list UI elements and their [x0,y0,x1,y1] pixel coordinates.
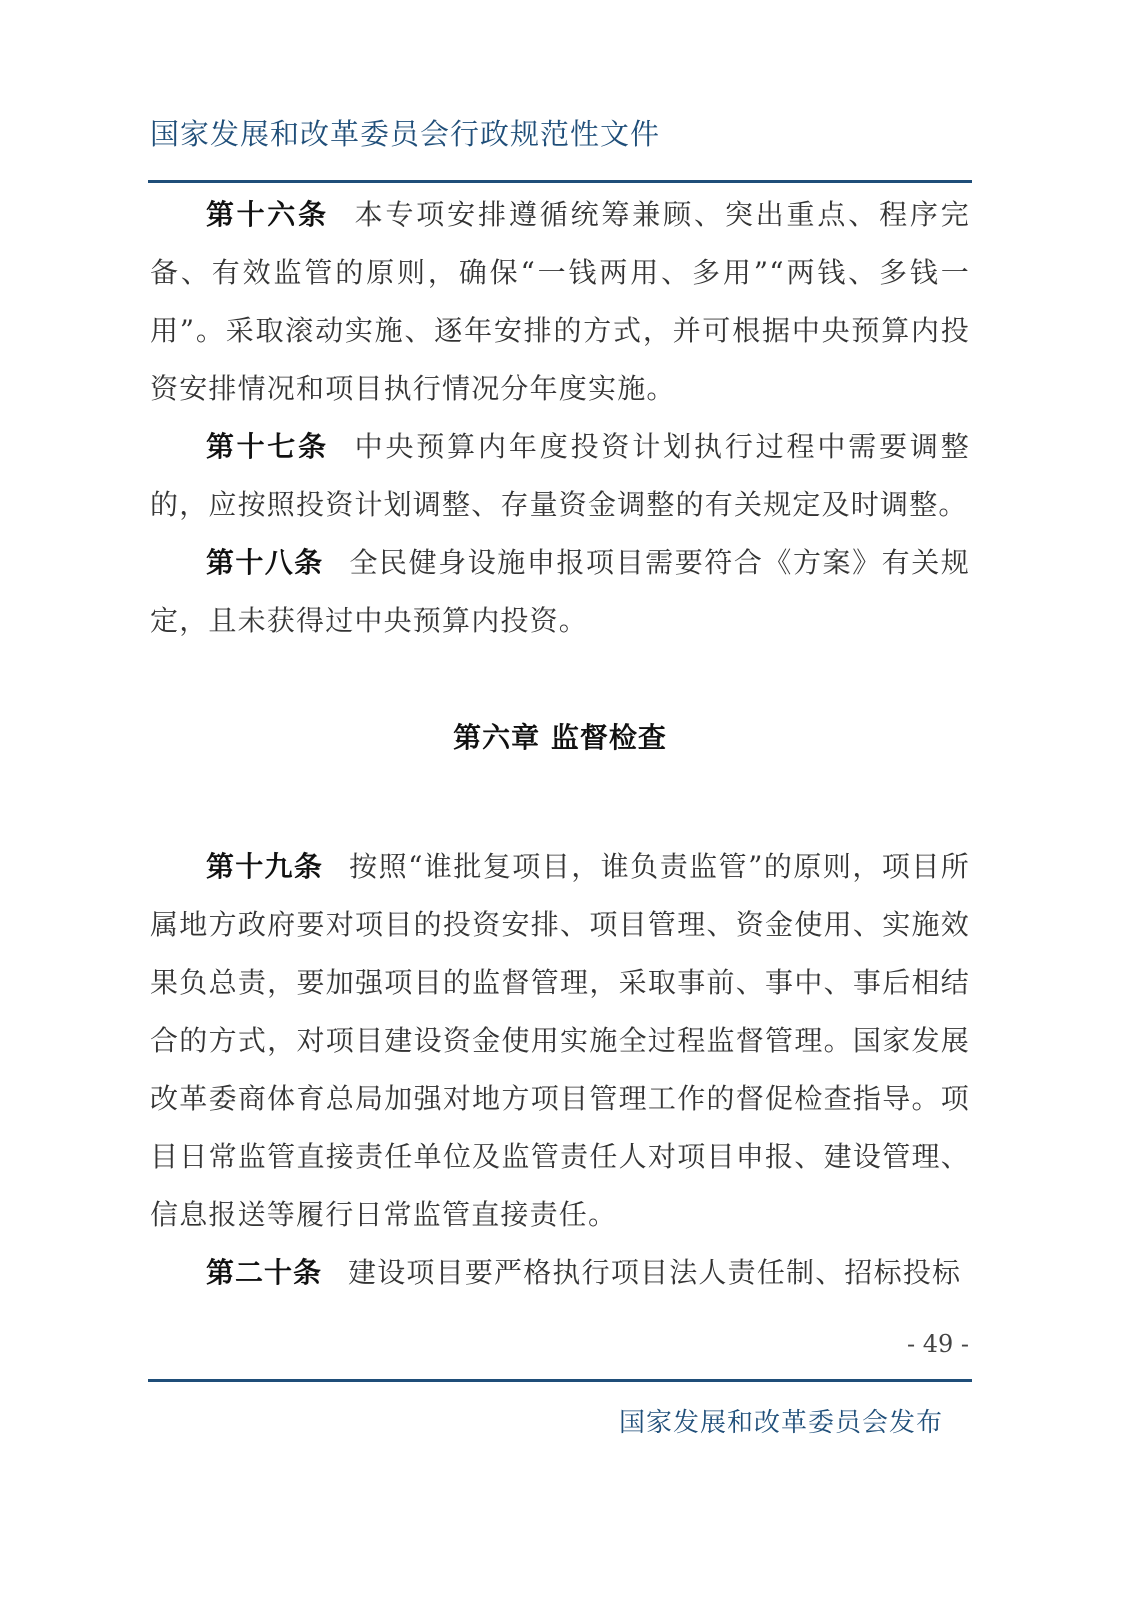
footer-divider [148,1379,972,1382]
article-text: 中央预算内年度投资计划执行过程中需要调整的，应按照投资计划调整、存量资金调整的有关规定及时调整。 [150,430,970,521]
footer-publisher: 国家发展和改革委员会发布 [618,1408,943,1438]
article-20 [150,1244,970,1302]
document-header-title: 国家发展和改革委员会行政规范性文件 [150,117,661,151]
article-label: 第十六条 [206,198,329,231]
article-text: 全民健身设施申报项目需要符合《方案》有关规定，且未获得过中央预算内投资。 [150,546,970,637]
header-divider [148,180,972,183]
article-17 [150,418,970,534]
article-label: 第十七条 [206,430,329,463]
document-body [150,186,970,1302]
article-19 [150,838,970,1244]
article-18 [150,534,970,650]
chapter-heading: 第六章 监督检查 [453,721,667,754]
page-number: - 49 - [906,1330,969,1358]
article-label: 第十八条 [206,546,324,579]
article-16 [150,186,970,418]
article-text: 本专项安排遵循统筹兼顾、突出重点、程序完备、有效监管的原则，确保“一钱两用、多用”“两钱、多钱一用”。采取滚动实施、逐年安排的方式，并可根据中央预算内投资安排情况和项目执行情况分年度实施。 [150,198,970,405]
article-label: 第十九条 [206,850,324,883]
article-text: 建设项目要严格执行项目法人责任制、招标投标 [348,1256,962,1289]
article-label: 第二十条 [206,1256,323,1289]
article-text: 按照“谁批复项目，谁负责监管”的原则，项目所属地方政府要对项目的投资安排、项目管理、资金使用、实施效果负总责，要加强项目的监督管理，采取事前、事中、事后相结合的方式，对项目建设资金使用实施全过程监督管理。国家发展改革委商体育总局加强对地方项目管理工作的督促检查指导。项目日常监管直接责任单位及监管责任人对项目申报、建设管理、信息报送等履行日常监管直接责任。 [150,850,970,1231]
